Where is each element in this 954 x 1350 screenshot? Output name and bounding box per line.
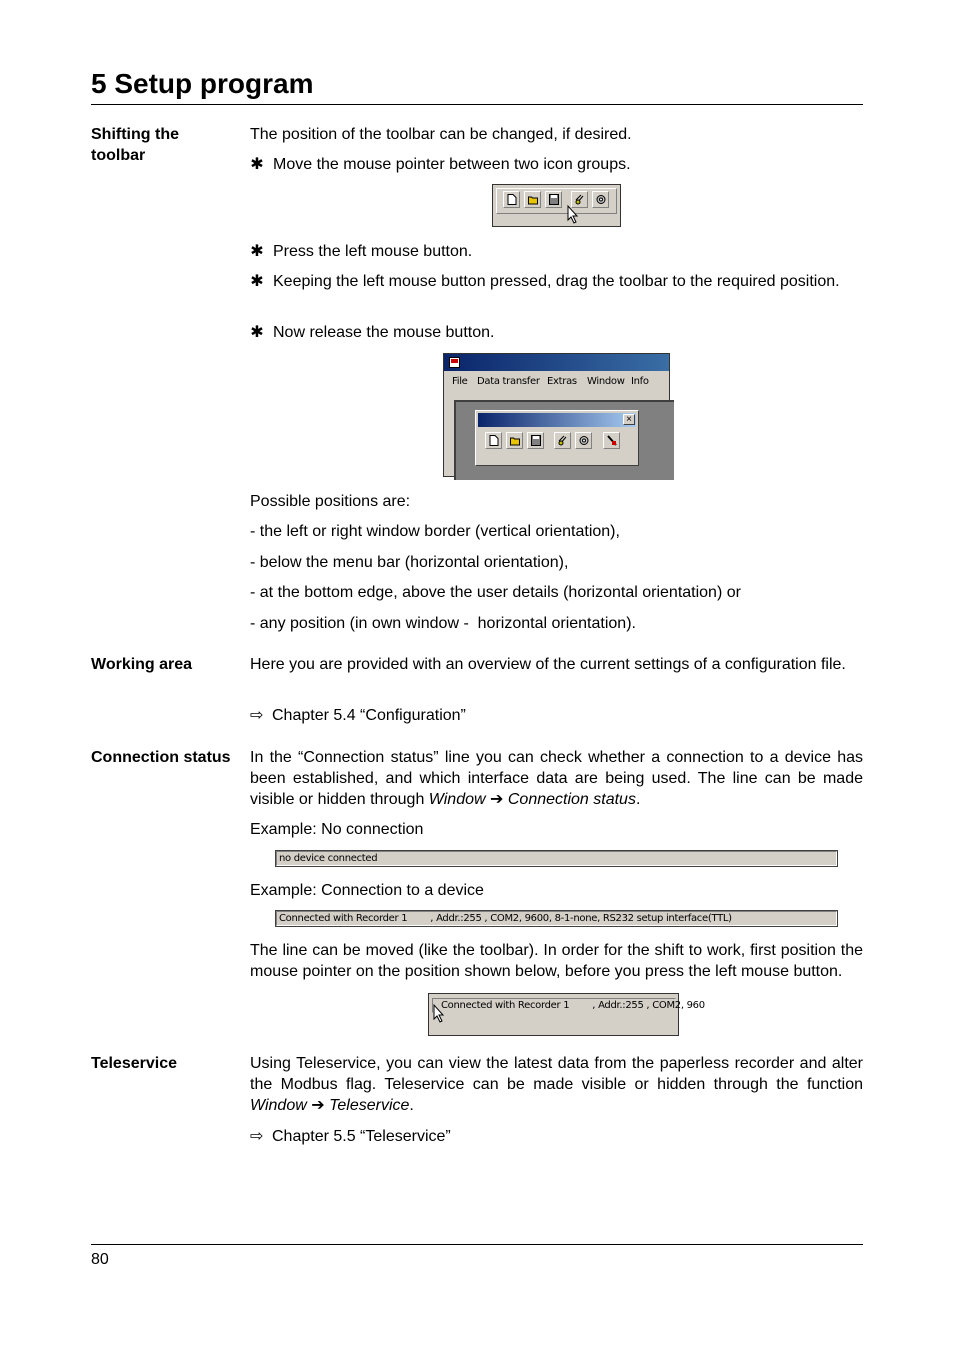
close-button[interactable] xyxy=(623,414,635,425)
side-heading-teleservice: Teleservice xyxy=(91,1055,177,1072)
connection-status-text xyxy=(250,747,863,810)
close-icon: × xyxy=(626,414,632,425)
reference-text: Chapter 5.4 “Configuration” xyxy=(272,707,466,724)
working-area-text: Here you are provided with an overview of the current settings of a configuration file. xyxy=(250,656,846,673)
save-icon xyxy=(527,432,544,449)
menu-window[interactable]: Window xyxy=(587,376,625,387)
step-text: Move the mouse pointer between two icon groups. xyxy=(273,156,631,173)
working-area-reference xyxy=(250,705,863,726)
positions-title: Possible positions are: xyxy=(250,493,411,510)
connection-text-body: In the “Connection status” line you can check whether a connection to a device has been established, and which interface data are being used. The line can be made visible or hidden through xyxy=(250,749,863,808)
status-line-connected: Connected with Recorder 1 , Addr.:255 , COM2, 9600, 8-1-none, RS232 setup interface(TTL) xyxy=(276,911,837,926)
step-press-button xyxy=(250,241,863,262)
bullet-mark: ✱ xyxy=(250,273,264,290)
menu-path-window: Window xyxy=(428,791,486,808)
status-line-drag-screenshot xyxy=(428,993,705,1036)
menu-file[interactable]: File xyxy=(452,376,468,387)
shifting-intro: The position of the toolbar can be changed, if desired. xyxy=(250,126,632,143)
status-line-no-connection: no device connected xyxy=(276,851,837,866)
example-connection-label: Example: Connection to a device xyxy=(250,882,484,899)
floating-title-bar xyxy=(478,413,636,427)
teleservice-reference xyxy=(250,1126,863,1147)
step-text: Now release the mouse button. xyxy=(273,324,495,341)
teleservice-text-body: Using Teleservice, you can view the latest data from the paperless recorder and alter the Modbus flag. Teleservice can be made visible or hidden through the function xyxy=(250,1055,863,1093)
mouse-pointer-icon xyxy=(567,205,579,225)
position-item-bottom: - at the bottom edge, above the user details (horizontal orientation) or xyxy=(250,584,741,601)
menu-path-window: Window xyxy=(250,1097,307,1114)
side-heading-working-area: Working area xyxy=(91,656,193,673)
bullet-mark: ✱ xyxy=(250,324,264,341)
menu-data-transfer[interactable]: Data transfer xyxy=(477,376,540,387)
menu-bar xyxy=(444,374,669,389)
reference-arrow-icon: ⇨ xyxy=(250,707,264,724)
refresh-icon xyxy=(575,432,592,449)
move-line-text xyxy=(250,940,863,1000)
floating-toolbar-screenshot xyxy=(443,353,670,477)
menu-info[interactable]: Info xyxy=(631,376,649,387)
page-number: 80 xyxy=(91,1251,109,1268)
step-drag-toolbar xyxy=(250,271,863,292)
transfer-icon xyxy=(554,432,571,449)
menu-path-arrow: ➔ xyxy=(311,1097,325,1114)
teleservice-text xyxy=(250,1053,863,1116)
example-no-connection-label: Example: No connection xyxy=(250,821,424,838)
new-file-icon xyxy=(503,191,520,208)
floating-toolbar-window xyxy=(475,410,639,466)
reference-text: Chapter 5.5 “Teleservice” xyxy=(272,1128,451,1145)
client-area xyxy=(454,400,674,480)
bullet-mark: ✱ xyxy=(250,156,264,173)
menu-path-teleservice: Teleservice xyxy=(329,1097,410,1114)
side-heading-shifting: Shifting the toolbar xyxy=(91,126,179,164)
move-line-body: The line can be moved (like the toolbar). In order for the shift to work, first position the mouse pointer on the position shown below, before you press the left mouse button. xyxy=(250,942,863,980)
position-item-menubar: - below the menu bar (horizontal orientation), xyxy=(250,554,569,571)
status-line-partial: Connected with Recorder 1 , Addr.:255 , COM2, 960 xyxy=(432,998,676,1013)
sentence-end: . xyxy=(635,791,641,808)
open-folder-icon xyxy=(524,191,541,208)
refresh-icon xyxy=(592,191,609,208)
tools-icon xyxy=(603,432,620,449)
toolbar-screenshot xyxy=(492,184,621,227)
mouse-pointer-icon xyxy=(433,1004,445,1024)
new-file-icon xyxy=(485,432,502,449)
step-text: Press the left mouse button. xyxy=(273,243,473,260)
menu-extras[interactable]: Extras xyxy=(547,376,577,387)
footer-rule xyxy=(91,1244,863,1245)
step-text: Keeping the left mouse button pressed, drag the toolbar to the required position. xyxy=(273,273,840,290)
side-heading-connection-status: Connection status xyxy=(91,749,231,766)
bullet-mark: ✱ xyxy=(250,243,264,260)
sentence-end: . xyxy=(409,1097,414,1114)
reference-arrow-icon: ⇨ xyxy=(250,1128,264,1145)
step-release-button xyxy=(250,322,863,343)
open-folder-icon xyxy=(506,432,523,449)
menu-path-connection-status: Connection status xyxy=(507,791,636,808)
position-item-vertical: - the left or right window border (vertical orientation), xyxy=(250,523,620,540)
step-move-pointer xyxy=(250,154,863,175)
window-title-bar xyxy=(444,354,669,371)
position-item-own-window: - any position (in own window - horizontal orientation). xyxy=(250,615,636,632)
menu-path-arrow: ➔ xyxy=(490,791,504,808)
app-icon xyxy=(449,357,460,368)
save-icon xyxy=(545,191,562,208)
chapter-title: 5 Setup program xyxy=(91,66,863,105)
